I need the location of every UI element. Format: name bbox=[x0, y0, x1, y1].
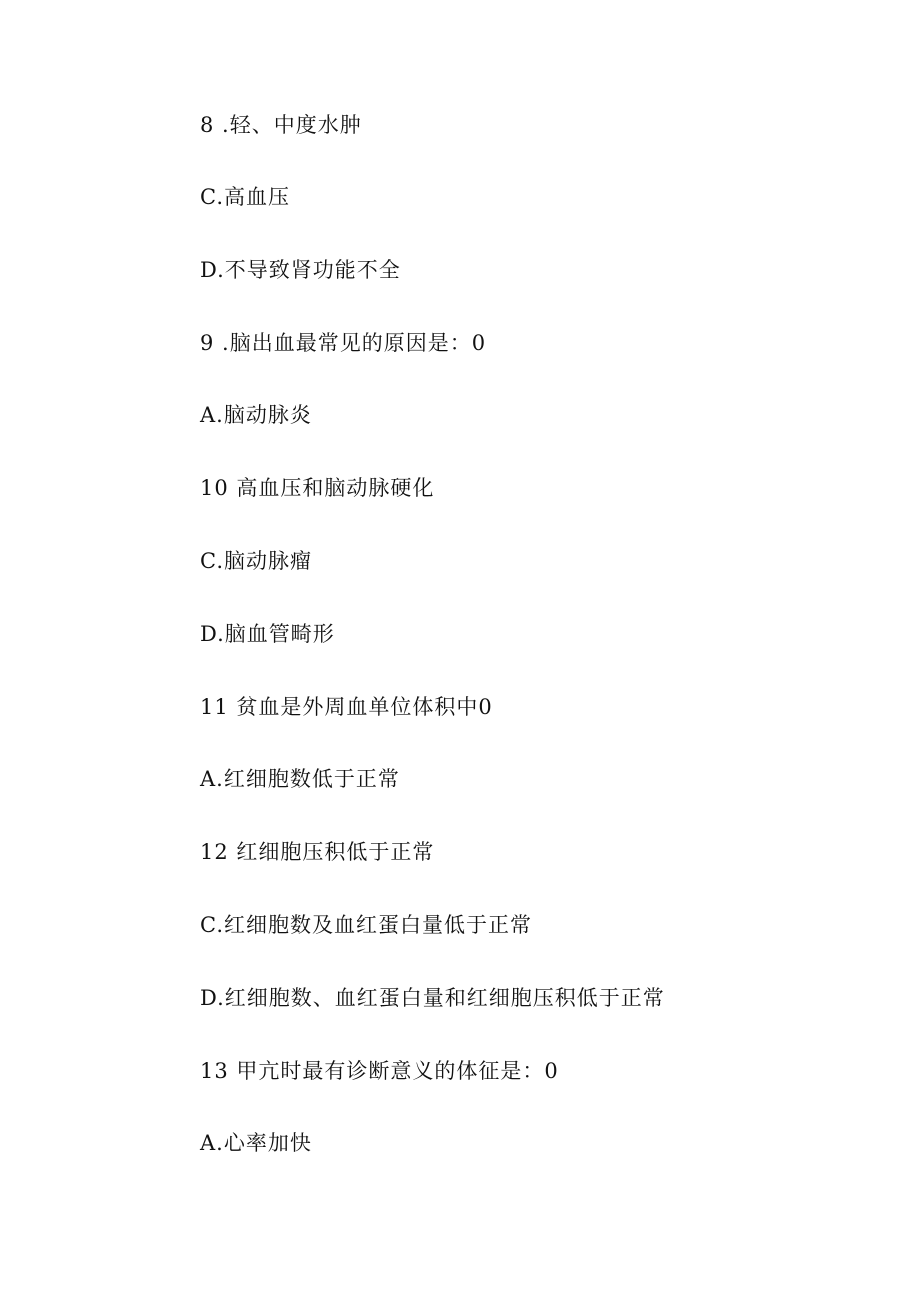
text-line-11: 12 红细胞压积低于正常 bbox=[200, 840, 435, 864]
text-line-7: C.脑动脉瘤 bbox=[200, 549, 312, 573]
text-line-2: C.高血压 bbox=[200, 185, 290, 209]
text-line-3: D.不导致肾功能不全 bbox=[200, 258, 401, 282]
text-line-8: D.脑血管畸形 bbox=[200, 622, 335, 646]
text-line-14: 13 甲亢时最有诊断意义的体征是：0 bbox=[200, 1059, 559, 1083]
text-line-15: A.心率加快 bbox=[200, 1131, 312, 1155]
text-line-5: A.脑动脉炎 bbox=[200, 403, 312, 427]
text-line-13: D.红细胞数、血红蛋白量和红细胞压积低于正常 bbox=[200, 986, 665, 1010]
text-line-6: 10 高血压和脑动脉硬化 bbox=[200, 476, 435, 500]
text-line-12: C.红细胞数及血红蛋白量低于正常 bbox=[200, 913, 532, 937]
text-line-9: 11 贫血是外周血单位体积中0 bbox=[200, 695, 493, 719]
text-line-10: A.红细胞数低于正常 bbox=[200, 767, 400, 791]
text-line-4: 9 .脑出血最常见的原因是：0 bbox=[200, 331, 487, 355]
text-line-1: 8 .轻、中度水肿 bbox=[200, 113, 362, 137]
